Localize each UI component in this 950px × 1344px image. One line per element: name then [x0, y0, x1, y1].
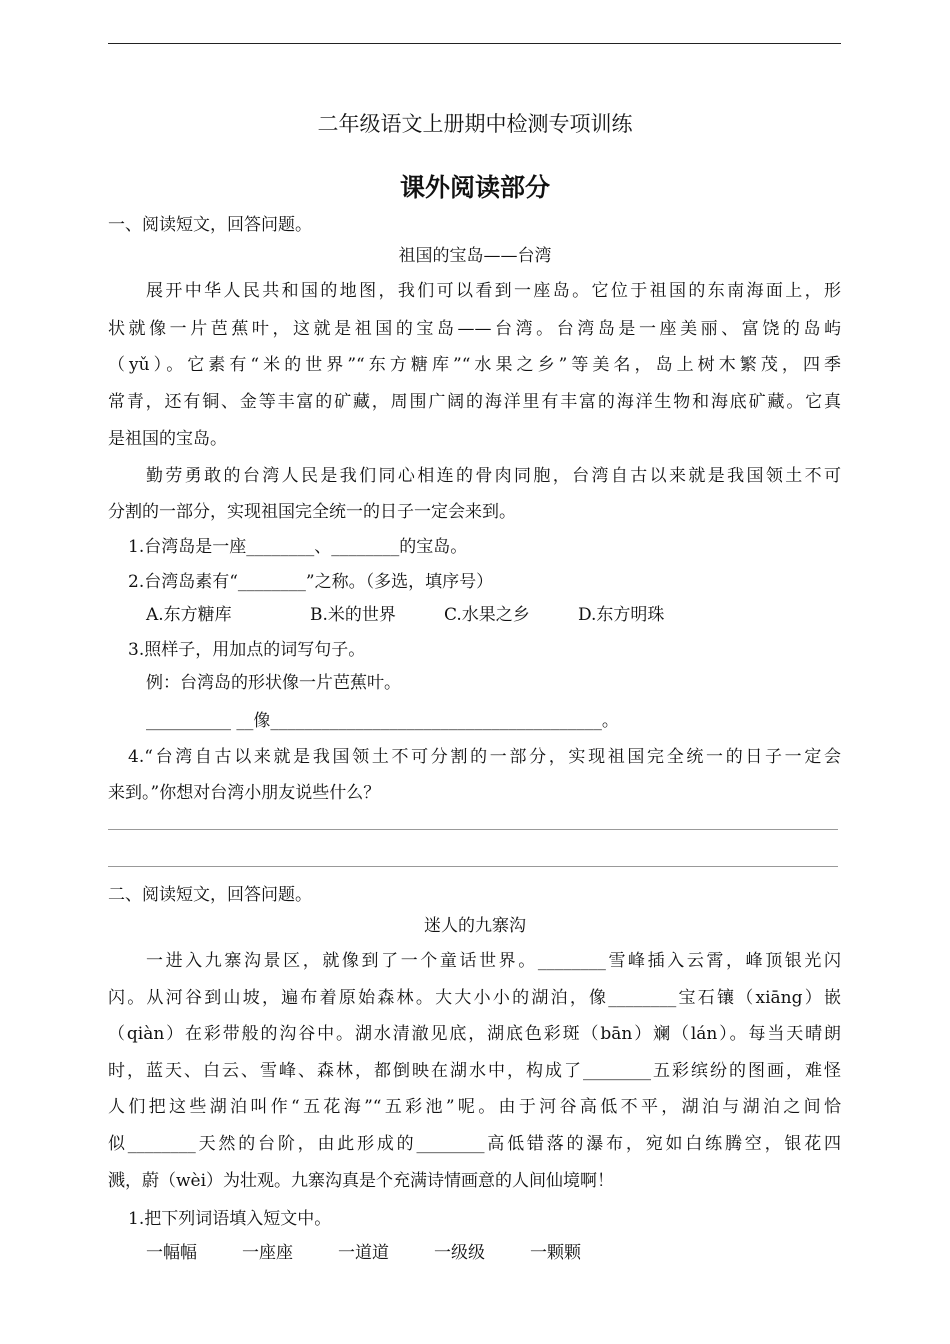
section2-p1-line4: 时，蓝天、白云、雪峰、森林，都倒映在湖水中，构成了________五彩缤纷的图画，难怪: [108, 1061, 841, 1081]
option-d: D.东方明珠: [578, 605, 665, 625]
section1-p2-line1: 勤劳勇敢的台湾人民是我们同心相连的骨肉同胞，台湾自古以来就是我国领土不可: [146, 466, 841, 486]
option-b: B.米的世界: [310, 605, 396, 625]
section2-question-1: 1.把下列词语填入短文中。: [128, 1209, 332, 1229]
word-5: 一颗颗: [530, 1243, 581, 1263]
section1-question-2: 2.台湾岛素有“________”之称。（多选，填序号）: [128, 572, 494, 592]
section1-p2-line2: 分割的一部分，实现祖国完全统一的日子一定会来到。: [108, 502, 516, 522]
section1-question-4-line2: 来到。”你想对台湾小朋友说些什么？: [108, 783, 381, 803]
page-subtitle: 课外阅读部分: [399, 173, 550, 202]
section1-passage-title: 祖国的宝岛——台湾: [398, 246, 552, 266]
section1-question-3: 3.照样子，用加点的词写句子。: [128, 640, 366, 660]
answer-line-2: [108, 866, 838, 867]
section2-p1-line5: 人们把这些湖泊叫作“五花海”“五彩池”呢。由于河谷高低不平，湖泊与湖泊之间恰: [108, 1097, 841, 1117]
header-rule: [108, 43, 841, 44]
section1-question-3-example: 例：台湾岛的形状像一片芭蕉叶。: [146, 673, 401, 693]
section1-p1-line5: 是祖国的宝岛。: [108, 429, 227, 449]
section1-p1-line3: （yǔ）。它素有“米的世界”“东方糖库”“水果之乡”等美名，岛上树木繁茂，四季: [108, 355, 841, 375]
section1-heading: 一、阅读短文，回答问题。: [108, 215, 312, 235]
section2-p1-line1: 一进入九寨沟景区，就像到了一个童话世界。________雪峰插入云霄，峰顶银光闪: [146, 951, 841, 971]
section2-word-bank: [146, 1238, 581, 1263]
section2-passage-title: 迷人的九寨沟: [424, 916, 526, 936]
option-c: C.水果之乡: [444, 605, 530, 625]
page-title: 二年级语文上册期中检测专项训练: [317, 112, 633, 136]
section1-question-4-line1: 4.“台湾自古以来就是我国领土不可分割的一部分，实现祖国完全统一的日子一定会: [128, 747, 841, 767]
section2-p1-line7: 溅，蔚（wèi）为壮观。九寨沟真是个充满诗情画意的人间仙境啊！: [108, 1171, 615, 1191]
section2-p1-line2: 闪。从河谷到山坡，遍布着原始森林。大大小小的湖泊，像________宝石镶（xiāng）嵌: [108, 988, 841, 1008]
section2-p1-line3: （qiàn）在彩带般的沟谷中。湖水清澈见底，湖底色彩斑（bān）斓（lán）。每当天晴朗: [108, 1024, 841, 1044]
section1-p1-line1: 展开中华人民共和国的地图，我们可以看到一座岛。它位于祖国的东南海面上，形: [146, 281, 841, 301]
word-2: 一座座: [242, 1243, 293, 1263]
answer-line-1: [108, 829, 838, 830]
section1-question-3-answer-blank: __________ __像_______________________________________。: [146, 711, 619, 731]
word-1: 一幅幅: [146, 1243, 197, 1263]
section1-question-1: 1.台湾岛是一座________、________的宝岛。: [128, 537, 468, 557]
section2-p1-line6: 似________天然的台阶，由此形成的________高低错落的瀑布，宛如白练腾空，银花四: [108, 1134, 841, 1154]
option-a: A.东方糖库: [146, 605, 232, 625]
section1-p1-line4: 常青，还有铜、金等丰富的矿藏，周围广阔的海洋里有丰富的海洋生物和海底矿藏。它真: [108, 392, 841, 412]
word-4: 一级级: [434, 1243, 485, 1263]
word-3: 一道道: [338, 1243, 389, 1263]
section1-p1-line2: 状就像一片芭蕉叶，这就是祖国的宝岛——台湾。台湾岛是一座美丽、富饶的岛屿: [108, 319, 841, 339]
section2-heading: 二、阅读短文，回答问题。: [108, 885, 312, 905]
section1-question-2-options: [146, 600, 664, 625]
